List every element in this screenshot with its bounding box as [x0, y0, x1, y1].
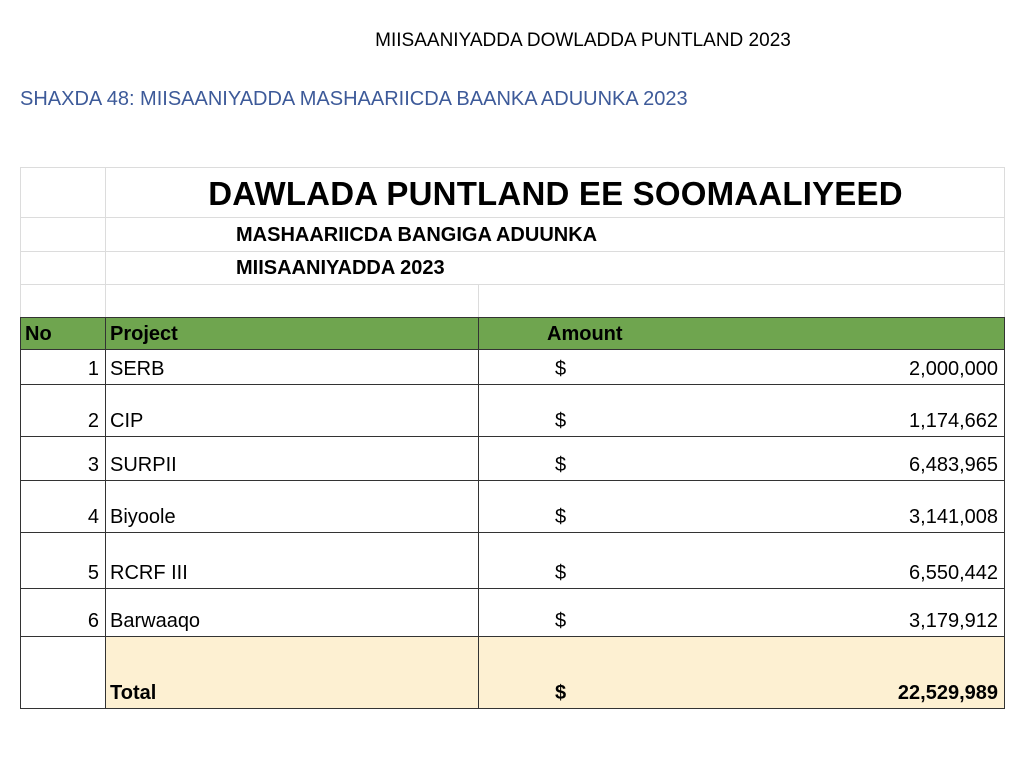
- currency-symbol: $: [555, 610, 567, 632]
- total-amount-cell: [479, 637, 1005, 709]
- row-amount: 3,141,008: [909, 506, 998, 528]
- row-amount-cell: [479, 589, 1005, 637]
- row-amount: 1,174,662: [909, 410, 998, 432]
- row-project: CIP: [106, 385, 479, 437]
- table-row: [21, 350, 1005, 385]
- gridline: [478, 284, 479, 317]
- row-no: 3: [21, 437, 106, 481]
- row-amount: 6,550,442: [909, 562, 998, 584]
- gridline: [20, 217, 1005, 218]
- gridline: [20, 167, 1005, 168]
- currency-symbol: $: [555, 506, 567, 528]
- row-amount-cell: [479, 385, 1005, 437]
- total-label: Total: [106, 637, 479, 709]
- row-amount: 3,179,912: [909, 610, 998, 632]
- gridline: [20, 284, 1005, 285]
- row-no: 2: [21, 385, 106, 437]
- row-amount-cell: [479, 437, 1005, 481]
- row-project: Barwaaqo: [106, 589, 479, 637]
- total-no-cell: [21, 637, 106, 709]
- row-project: SURPII: [106, 437, 479, 481]
- total-amount: 22,529,989: [897, 682, 998, 704]
- row-no: 1: [21, 350, 106, 385]
- column-header-project: Project: [106, 318, 479, 350]
- budget-table: [20, 317, 1005, 709]
- row-amount-cell: [479, 350, 1005, 385]
- sheet-title: DAWLADA PUNTLAND EE SOOMAALIYEED: [208, 175, 903, 212]
- row-amount-cell: [479, 533, 1005, 589]
- row-amount-cell: [479, 481, 1005, 533]
- currency-symbol: $: [555, 358, 567, 380]
- currency-symbol: $: [555, 454, 567, 476]
- table-header-row: [21, 318, 1005, 350]
- column-header-amount: [479, 318, 1005, 350]
- table-row: [21, 533, 1005, 589]
- page-header: MIISAANIYADDA DOWLADDA PUNTLAND 2023: [375, 30, 791, 51]
- total-row: [21, 637, 1005, 709]
- gridline: [20, 167, 21, 317]
- row-project: RCRF III: [106, 533, 479, 589]
- row-no: 5: [21, 533, 106, 589]
- column-header-no: No: [21, 318, 106, 350]
- row-amount: 2,000,000: [909, 358, 998, 380]
- currency-symbol: $: [555, 562, 567, 584]
- sheet-subtitle: MASHAARIICDA BANGIGA ADUUNKA: [236, 224, 598, 246]
- row-no: 4: [21, 481, 106, 533]
- currency-symbol: $: [555, 682, 567, 704]
- row-amount: 6,483,965: [909, 454, 998, 476]
- column-header-amount-label: Amount: [547, 323, 623, 345]
- table-row: [21, 481, 1005, 533]
- sheet-subtitle: MIISAANIYADDA 2023: [236, 257, 445, 279]
- table-row: [21, 385, 1005, 437]
- currency-symbol: $: [555, 410, 567, 432]
- table-row: [21, 589, 1005, 637]
- row-project: Biyoole: [106, 481, 479, 533]
- row-project: SERB: [106, 350, 479, 385]
- table-row: [21, 437, 1005, 481]
- row-no: 6: [21, 589, 106, 637]
- table-caption: SHAXDA 48: MIISAANIYADDA MASHAARIICDA BAANKA ADUUNKA 2023: [20, 88, 688, 110]
- gridline: [20, 251, 1005, 252]
